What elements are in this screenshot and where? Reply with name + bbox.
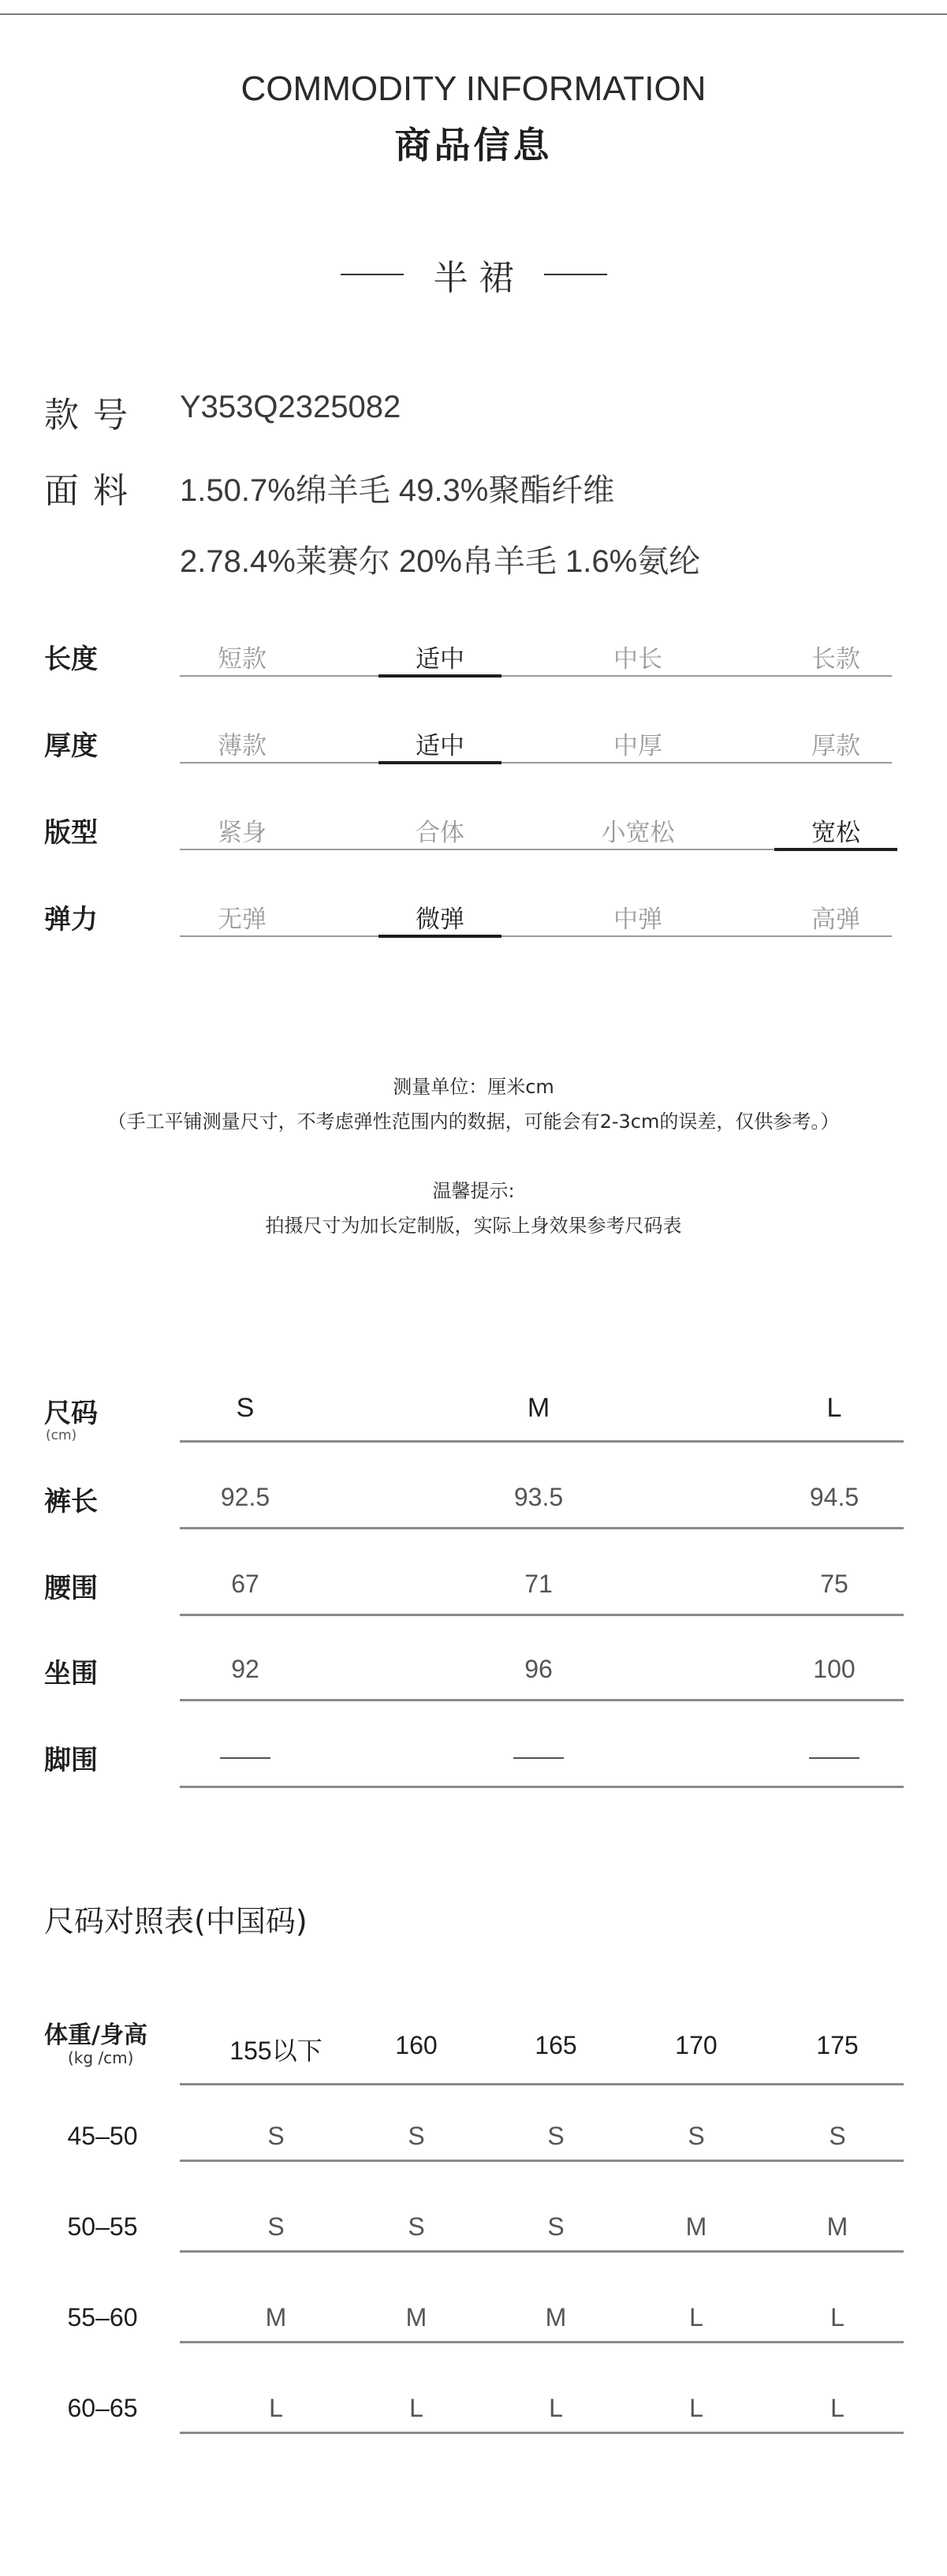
height-column-header: 160 (395, 2031, 438, 2059)
weight-row-label: 60–65 (67, 2394, 138, 2422)
conversion-header-label: 体重/身高 (44, 2022, 147, 2049)
size-cell: 94.5 (809, 1483, 859, 1511)
size-row-label: 脚围 (44, 1745, 98, 1776)
size-cell: 92 (231, 1655, 259, 1683)
attribute-baseline (180, 935, 892, 937)
style-number-label: 款号 (44, 395, 142, 435)
size-recommendation-cell: M (265, 2303, 287, 2331)
attribute-baseline (180, 675, 892, 677)
fabric-line-2: 2.78.4%莱赛尔 20%帛羊毛 1.6%氨纶 (180, 544, 701, 579)
size-row-label: 腰围 (44, 1573, 98, 1604)
size-cell: 71 (524, 1570, 553, 1598)
size-recommendation-cell: L (409, 2394, 423, 2422)
size-recommendation-cell: S (408, 2212, 425, 2241)
size-header-unit: (cm) (46, 1428, 77, 1443)
size-recommendation-cell: L (269, 2394, 283, 2422)
height-column-header: 165 (535, 2031, 577, 2059)
attribute-option: 适中 (416, 732, 464, 760)
weight-row-label: 45–50 (67, 2122, 138, 2150)
size-recommendation-cell: S (408, 2122, 425, 2150)
attribute-option: 宽松 (811, 819, 860, 847)
size-recommendation-cell: L (689, 2394, 703, 2422)
category-right-rule (544, 274, 607, 275)
size-recommendation-cell: M (545, 2303, 567, 2331)
attribute-option: 无弹 (218, 905, 267, 934)
measure-unit-note: 测量单位：厘米cm (393, 1076, 554, 1098)
attribute-label: 厚度 (44, 730, 98, 762)
size-cell: 100 (813, 1655, 856, 1683)
attribute-label: 版型 (44, 817, 98, 849)
attribute-option: 小宽松 (601, 819, 675, 847)
size-recommendation-cell: M (685, 2212, 707, 2241)
size-recommendation-cell: S (547, 2212, 565, 2241)
weight-row-label: 50–55 (67, 2212, 138, 2241)
tip-title: 温馨提示: (432, 1180, 515, 1202)
attribute-option: 薄款 (218, 732, 267, 760)
size-column-header: L (826, 1393, 842, 1423)
attribute-option: 微弹 (416, 905, 464, 934)
height-column-header: 175 (816, 2031, 859, 2059)
conversion-table-title: 尺码对照表(中国码) (44, 1904, 308, 1939)
attribute-option: 短款 (218, 645, 267, 674)
style-number-value: Y353Q2325082 (180, 390, 401, 424)
height-column-header: 155以下 (229, 2037, 323, 2065)
size-cell: 92.5 (220, 1483, 270, 1511)
conversion-row-rule (180, 2341, 904, 2343)
top-divider (0, 13, 947, 15)
conversion-header-rule (180, 2083, 904, 2085)
page-title-en: COMMODITY INFORMATION (240, 69, 707, 108)
category-label: 半裙 (433, 258, 525, 298)
size-cell: 67 (231, 1570, 259, 1598)
height-column-header: 170 (675, 2031, 718, 2059)
size-cell: 93.5 (513, 1483, 564, 1511)
size-recommendation-cell: S (267, 2122, 285, 2150)
attribute-label: 长度 (44, 644, 98, 675)
size-header-label: 尺码 (44, 1398, 98, 1429)
size-recommendation-cell: L (830, 2303, 844, 2331)
size-recommendation-cell: S (688, 2122, 705, 2150)
attribute-option: 长款 (811, 645, 860, 674)
size-cell: 75 (820, 1570, 848, 1598)
size-recommendation-cell: L (689, 2303, 703, 2331)
size-row-rule (180, 1699, 904, 1701)
size-recommendation-cell: S (547, 2122, 565, 2150)
attribute-option: 紧身 (218, 819, 267, 847)
size-recommendation-cell: M (405, 2303, 427, 2331)
fabric-line-1: 1.50.7%绵羊毛 49.3%聚酯纤维 (180, 473, 615, 508)
size-row-rule (180, 1614, 904, 1616)
attribute-option: 中长 (613, 645, 662, 674)
conversion-row-rule (180, 2160, 904, 2162)
category-heading (0, 251, 947, 298)
size-recommendation-cell: S (829, 2122, 846, 2150)
attribute-baseline (180, 762, 892, 763)
fabric-label: 面料 (44, 471, 142, 511)
size-column-header: M (527, 1393, 550, 1423)
category-left-rule (341, 274, 404, 275)
measure-disclaimer: （手工平铺测量尺寸，不考虑弹性范围内的数据，可能会有2-3cm的误差，仅供参考。） (107, 1111, 840, 1133)
weight-row-label: 55–60 (67, 2303, 138, 2331)
size-recommendation-cell: L (830, 2394, 844, 2422)
attribute-selected-marker (378, 674, 501, 678)
size-cell: —— (809, 1742, 859, 1770)
attribute-selected-marker (378, 761, 501, 764)
size-cell: —— (513, 1742, 564, 1770)
size-cell: —— (220, 1742, 270, 1770)
size-column-header: S (236, 1393, 255, 1423)
attribute-label: 弹力 (44, 904, 98, 935)
page-title-cn: 商品信息 (394, 124, 553, 166)
attribute-selected-marker (774, 848, 897, 851)
size-row-label: 裤长 (44, 1486, 98, 1518)
attribute-option: 合体 (416, 819, 464, 847)
tip-text: 拍摄尺寸为加长定制版，实际上身效果参考尺码表 (265, 1215, 682, 1237)
size-header-rule (180, 1440, 904, 1443)
size-row-rule (180, 1527, 904, 1529)
attribute-option: 中厚 (613, 732, 662, 760)
size-recommendation-cell: L (549, 2394, 563, 2422)
conversion-row-rule (180, 2432, 904, 2434)
size-recommendation-cell: S (267, 2212, 285, 2241)
attribute-option: 厚款 (811, 732, 860, 760)
size-cell: 96 (524, 1655, 553, 1683)
attribute-selected-marker (378, 935, 501, 938)
attribute-option: 适中 (416, 645, 464, 674)
attribute-option: 中弹 (613, 905, 662, 934)
attribute-option: 高弹 (811, 905, 860, 934)
conversion-header-unit: (kg /cm) (68, 2048, 134, 2067)
size-row-label: 坐围 (44, 1658, 98, 1689)
size-recommendation-cell: M (826, 2212, 848, 2241)
conversion-row-rule (180, 2250, 904, 2253)
size-row-rule (180, 1786, 904, 1788)
